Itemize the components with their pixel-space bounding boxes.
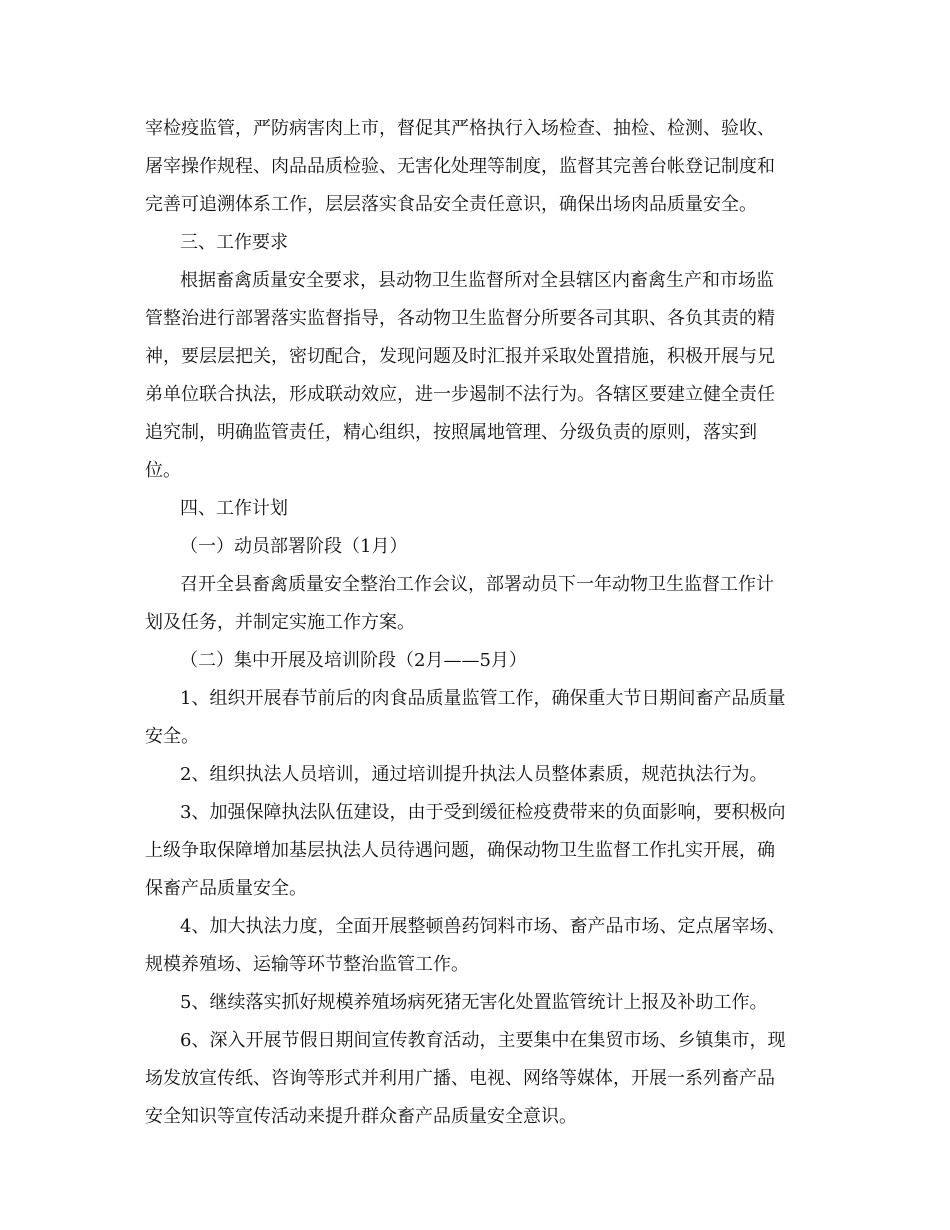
- list-item-line: 5、继续落实抓好规模养殖场病死猪无害化处置监管统计上报及补助工作。: [180, 992, 768, 1013]
- list-item-line: 2、组织执法人员培训，通过培训提升执法人员整体素质，规范执法行为。: [180, 764, 768, 785]
- list-item-line: 安全。: [145, 726, 199, 747]
- subsection-heading: （一）动员部署阶段（1月）: [180, 536, 408, 557]
- list-item-line: 1、组织开展春节前后的肉食品质量监管工作，确保重大节日期间畜产品质量: [180, 688, 786, 709]
- list-item-line: 6、深入开展节假日期间宣传教育活动，主要集中在集贸市场、乡镇集市，现: [180, 1030, 786, 1051]
- subsection-heading: （二）集中开展及培训阶段（2月——5月）: [180, 650, 527, 671]
- body-text-line: 划及任务，并制定实施工作方案。: [145, 612, 415, 633]
- body-text-line: 根据畜禽质量安全要求，县动物卫生监督所对全县辖区内畜禽生产和市场监: [180, 270, 774, 291]
- list-item-line: 场发放宣传纸、咨询等形式并利用广播、电视、网络等媒体，开展一系列畜产品: [145, 1068, 775, 1089]
- body-text-line: 完善可追溯体系工作，层层落实食品安全责任意识，确保出场肉品质量安全。: [145, 194, 757, 215]
- body-text-line: 管整治进行部署落实监督指导，各动物卫生监督分所要各司其职、各负其责的精: [145, 308, 775, 329]
- list-item-line: 安全知识等宣传活动来提升群众畜产品质量安全意识。: [145, 1106, 577, 1127]
- body-text-line: 召开全县畜禽质量安全整治工作会议，部署动员下一年动物卫生监督工作计: [180, 574, 774, 595]
- body-text-line: 神，要层层把关，密切配合，发现问题及时汇报并采取处置措施，积极开展与兄: [145, 346, 775, 367]
- list-item-line: 3、加强保障执法队伍建设，由于受到缓征检疫费带来的负面影响，要积极向: [180, 802, 786, 823]
- section-heading: 四、工作计划: [180, 498, 288, 519]
- body-text-line: 弟单位联合执法，形成联动效应，进一步遏制不法行为。各辖区要建立健全责任: [145, 384, 775, 405]
- list-item-line: 规模养殖场、运输等环节整治监管工作。: [145, 954, 469, 975]
- list-item-line: 上级争取保障增加基层执法人员待遇问题，确保动物卫生监督工作扎实开展，确: [145, 840, 775, 861]
- list-item-line: 4、加大执法力度，全面开展整顿兽药饲料市场、畜产品市场、定点屠宰场、: [180, 916, 786, 937]
- body-text-line: 追究制，明确监管责任，精心组织，按照属地管理、分级负责的原则，落实到: [145, 422, 757, 443]
- body-text-line: 屠宰操作规程、肉品品质检验、无害化处理等制度，监督其完善台帐登记制度和: [145, 156, 775, 177]
- body-text-line: 位。: [145, 460, 181, 481]
- section-heading: 三、工作要求: [180, 232, 288, 253]
- body-text-line: 宰检疫监管，严防病害肉上市，督促其严格执行入场检查、抽检、检测、验收、: [145, 118, 775, 139]
- list-item-line: 保畜产品质量安全。: [145, 878, 307, 899]
